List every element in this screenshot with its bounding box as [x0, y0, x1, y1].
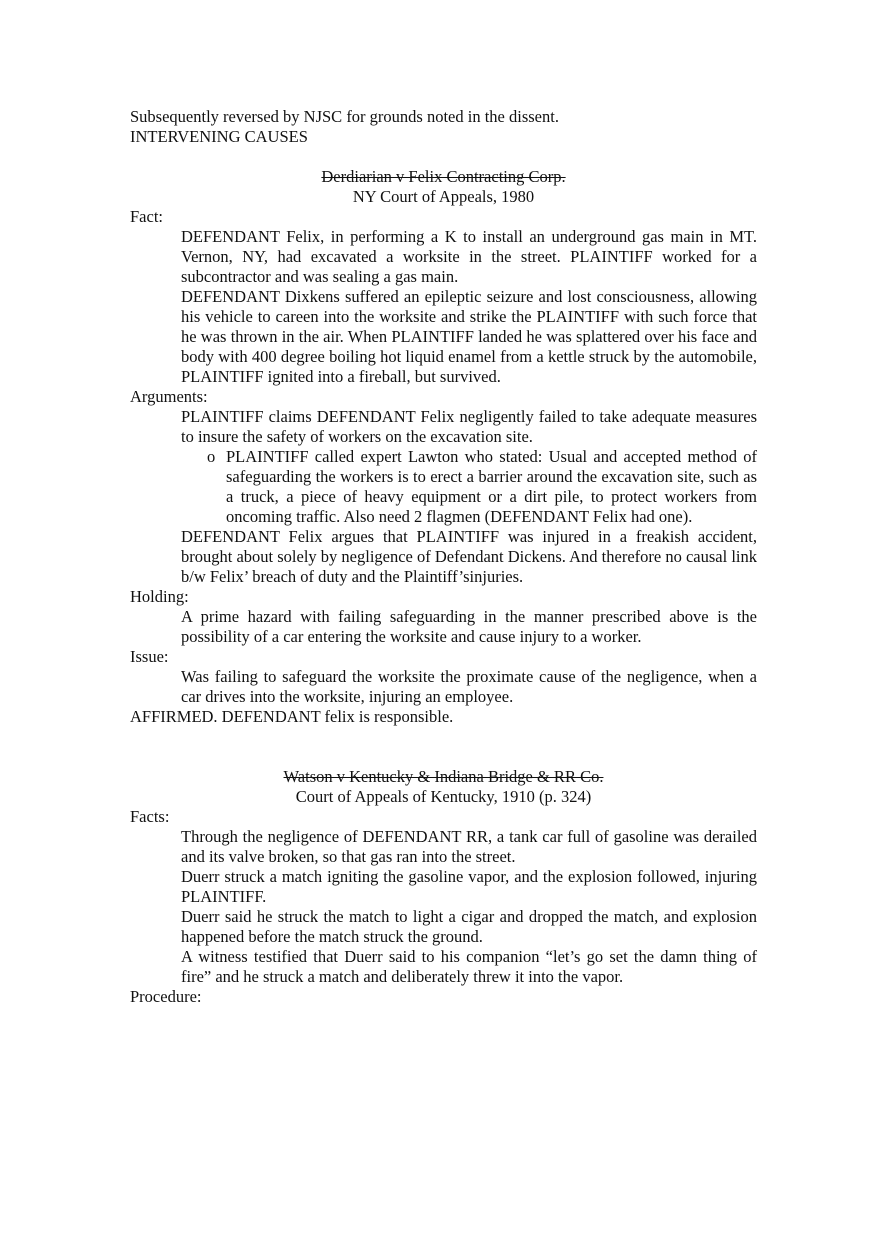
list-item: Duerr struck a match igniting the gasoline vapor, and the explosion followed, injuring PLAINTIFF. [181, 867, 757, 906]
list-item: DEFENDANT Dixkens suffered an epileptic seizure and lost consciousness, allowing his vehicle to careen into the worksite and strike the PLAINTIFF with such force that he was thrown in the air. When PLAINTIFF landed he was splattered over his face and body with 400 degree boiling hot liquid enamel from a kettle struck by the automobile, PLAINTIFF ignited into a fireball, but survived. [181, 287, 757, 386]
arguments-heading: Arguments: [130, 387, 208, 406]
document-page [130, 107, 757, 1007]
list-item: PLAINTIFF claims DEFENDANT Felix negligently failed to take adequate measures to insure the safety of workers on the excavation site. [181, 407, 757, 446]
intro-note: Subsequently reversed by NJSC for grounds noted in the dissent. [130, 107, 559, 126]
issue-heading: Issue: [130, 647, 169, 666]
list-item: A prime hazard with failing safeguarding in the manner prescribed above is the possibility of a car entering the worksite and cause injury to a worker. [181, 607, 757, 646]
list-item: Through the negligence of DEFENDANT RR, a tank car full of gasoline was derailed and its valve broken, so that gas ran into the street. [181, 827, 757, 866]
case-court: Court of Appeals of Kentucky, 1910 (p. 324) [295, 787, 592, 806]
list-item: Duerr said he struck the match to light a cigar and dropped the match, and explosion happened before the match struck the ground. [181, 907, 757, 946]
list-item: Was failing to safeguard the worksite the proximate cause of the negligence, when a car drives into the worksite, injuring an employee. [181, 667, 757, 706]
sub-bullet-icon: o [207, 447, 216, 466]
list-item: DEFENDANT Felix, in performing a K to install an underground gas main in MT. Vernon, NY, had excavated a worksite in the street. PLAINTIFF worked for a subcontractor and was sealing a gas main. [181, 227, 757, 286]
disposition: AFFIRMED. DEFENDANT felix is responsible. [130, 707, 454, 726]
list-item: A witness testified that Duerr said to his companion “let’s go set the damn thing of fire” and he struck a match and deliberately threw it into the vapor. [181, 947, 757, 986]
facts-heading: Fact: [130, 207, 163, 226]
case-title: Watson v Kentucky & Indiana Bridge & RR Co. [283, 767, 604, 786]
case-title: Derdiarian v Felix Contracting Corp. [321, 167, 566, 186]
list-item: DEFENDANT Felix argues that PLAINTIFF was injured in a freakish accident, brought about solely by negligence of Defendant Dickens. And therefore no causal link b/w Felix’ breach of duty and the Plaintiff’sinjuries. [181, 527, 757, 586]
section-heading: INTERVENING CAUSES [130, 127, 308, 146]
case-court: NY Court of Appeals, 1980 [352, 187, 535, 206]
procedure-heading: Procedure: [130, 987, 202, 1006]
sub-list-item: o PLAINTIFF called expert Lawton who stated: Usual and accepted method of safeguarding the workers is to erect a barrier around the excavation site, such as a truck, a piece of heavy equipment or a dirt pile, to protect workers from oncoming traffic. Also need 2 flagmen (DEFENDANT Felix had one). [207, 447, 757, 526]
holding-heading: Holding: [130, 587, 189, 606]
facts-heading: Facts: [130, 807, 170, 826]
